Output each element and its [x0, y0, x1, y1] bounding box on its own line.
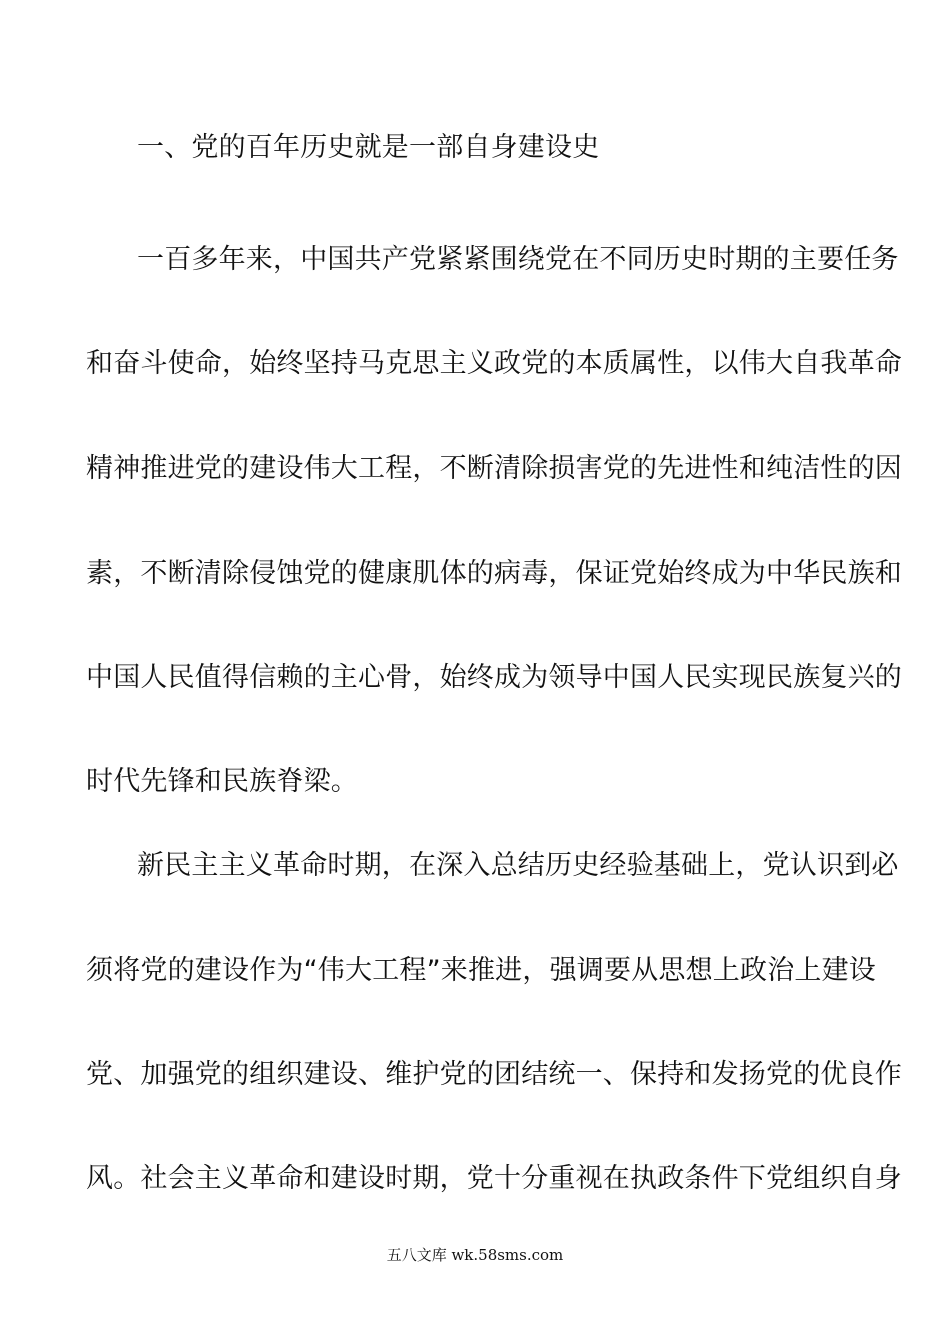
paragraph-2-line-3: 党、加强党的组织建设、维护党的团结统一、保持和发扬党的优良作: [86, 1059, 902, 1090]
paragraph-1-line-3: 精神推进党的建设伟大工程，不断清除损害党的先进性和纯洁性的因: [86, 453, 902, 484]
section-heading: 一、党的百年历史就是一部自身建设史: [137, 132, 600, 163]
paragraph-1-line-6: 时代先锋和民族脊梁。: [86, 766, 358, 797]
paragraph-2-line-2: 须将党的建设作为“伟大工程”来推进，强调要从思想上政治上建设: [86, 955, 876, 986]
paragraph-1-line-5: 中国人民值得信赖的主心骨，始终成为领导中国人民实现民族复兴的: [86, 662, 902, 693]
paragraph-1-line-1: 一百多年来，中国共产党紧紧围绕党在不同历史时期的主要任务: [137, 244, 899, 275]
paragraph-2-line-1: 新民主主义革命时期，在深入总结历史经验基础上，党认识到必: [137, 850, 899, 881]
paragraph-2-line-4: 风。社会主义革命和建设时期，党十分重视在执政条件下党组织自身: [86, 1163, 902, 1194]
page-footer-watermark: 五八文库 wk.58sms.com: [386, 1246, 564, 1264]
paragraph-1-line-2: 和奋斗使命，始终坚持马克思主义政党的本质属性，以伟大自我革命: [86, 348, 902, 379]
paragraph-1-line-4: 素，不断清除侵蚀党的健康肌体的病毒，保证党始终成为中华民族和: [86, 558, 902, 589]
